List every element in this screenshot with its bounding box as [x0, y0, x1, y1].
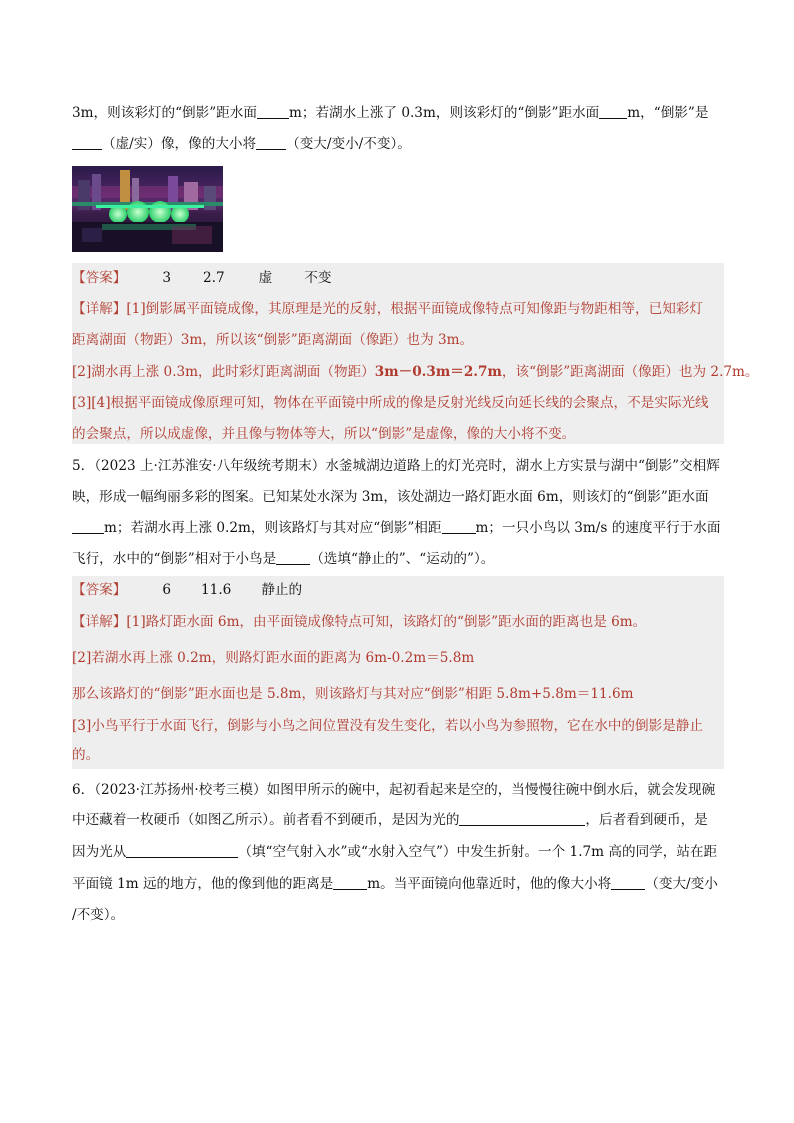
text: 距离湖面（物距）3m，所以该“倒影”距离湖面（像距）也为 3m。	[72, 332, 474, 348]
answer-blank	[442, 519, 476, 534]
q5-line-4	[72, 549, 494, 569]
text: （虚/实）像，像的大小将	[102, 136, 257, 152]
text: m；一只小鸟以 3m/s 的速度平行于水面	[475, 520, 721, 536]
detail-4-line-3	[72, 362, 759, 382]
text: [2]若湖水再上涨 0.2m，则路灯距水面的距离为 6m-0.2m＝5.8m	[72, 650, 475, 666]
answer-blank	[72, 519, 104, 534]
answer-blank	[257, 104, 289, 119]
bridge-night-photo	[72, 166, 223, 252]
q4-line-1	[72, 103, 708, 123]
q4-line-2	[72, 134, 411, 154]
detail-5-line-2	[72, 648, 474, 668]
answer-blank	[611, 875, 645, 890]
answer-5-line	[72, 580, 302, 600]
text: 中还藏着一枚硬币（如图乙所示）。前者看不到硬币，是因为光的	[72, 812, 460, 828]
answer-value: 静止的	[261, 582, 303, 598]
q6-line-1	[72, 780, 715, 800]
text: 因为光从	[72, 844, 127, 860]
text: [2]湖水再上涨 0.3m，此时彩灯距离湖面（物距）	[72, 364, 375, 380]
detail-5-line-1	[72, 612, 646, 632]
detail-5-line-5	[72, 745, 99, 765]
answer-blank	[276, 550, 310, 565]
text: /不变）。	[72, 907, 125, 923]
detail-5-line-4	[72, 716, 703, 736]
text: ，后者看到硬币，是	[585, 812, 708, 828]
detail-4-line-5	[72, 424, 575, 444]
answer-value: 虚	[258, 270, 273, 286]
answer-blank	[126, 843, 238, 858]
detail-label: 【详解】	[72, 614, 127, 630]
text: [1]倒影属平面镜成像，其原理是光的反射，根据平面镜成像特点可知像距与物距相等，已知彩灯	[126, 301, 703, 317]
text: 那么该路灯的“倒影”距水面也是 5.8m，则该路灯与其对应“倒影”相距 5.8m+5.8m＝11.6m	[72, 686, 634, 702]
text: m。当平面镜向他靠近时，他的像大小将	[367, 876, 612, 892]
bridge-photo-image	[72, 166, 223, 252]
equation: 3m－0.3m＝2.7m	[374, 364, 502, 380]
answer-label: 【答案】	[72, 270, 127, 286]
q6-line-5	[72, 905, 124, 925]
answer-value: 11.6	[201, 582, 232, 598]
answer-label: 【答案】	[72, 582, 127, 598]
text: 的。	[72, 747, 100, 763]
detail-label: 【详解】	[72, 301, 127, 317]
answer-blank	[459, 811, 585, 826]
q6-line-4	[72, 874, 718, 894]
text: 3m，则该彩灯的“倒影”距水面	[72, 105, 257, 121]
text: [1]路灯距水面 6m，由平面镜成像特点可知，该路灯的“倒影”距水面的距离也是 6m。	[126, 614, 647, 630]
text: ，该“倒影”距离湖面（像距）也为 2.7m。	[501, 364, 759, 380]
q5-line-1	[72, 456, 720, 476]
answer-value: 不变	[304, 270, 332, 286]
answer-4-line	[72, 268, 331, 288]
detail-5-line-3	[72, 684, 634, 704]
answer-value: 6	[162, 582, 172, 598]
answer-value: 2.7	[203, 270, 225, 286]
detail-4-line-1	[72, 299, 703, 319]
q6-line-3	[72, 842, 717, 862]
text: （变大/变小/不变）。	[286, 136, 411, 152]
q5-line-2	[72, 487, 709, 507]
q6-line-2	[72, 810, 708, 830]
text: m；若湖水再上涨 0.2m，则该路灯与其对应“倒影”相距	[104, 520, 442, 536]
text: （选填“静止的”、“运动的”）。	[310, 551, 495, 567]
answer-blank	[256, 135, 286, 150]
answer-blank	[599, 104, 627, 119]
text: 5．（2023 上·江苏淮安·八年级统考期末）水釜城湖边道路上的灯光亮时，湖水上方实景与湖中“倒影”交相辉	[72, 458, 720, 474]
q5-line-3	[72, 518, 720, 538]
answer-4-block	[72, 263, 724, 444]
answer-blank	[333, 875, 367, 890]
text: 飞行，水中的“倒影”相对于小鸟是	[72, 551, 277, 567]
text: （变大/变小	[645, 876, 718, 892]
text: 平面镜 1m 远的地方，他的像到他的距离是	[72, 876, 334, 892]
answer-5-block	[72, 576, 724, 769]
text: m；若湖水上涨了 0.3m，则该彩灯的“倒影”距水面	[288, 105, 600, 121]
answer-value: 3	[162, 270, 172, 286]
detail-4-line-4	[72, 393, 709, 413]
text: 的会聚点，所以成虚像，并且像与物体等大，所以“倒影”是虚像，像的大小将不变。	[72, 426, 576, 442]
text: [3][4]根据平面镜成像原理可知，物体在平面镜中所成的像是反射光线反向延长线的会聚点，不是实际光线	[72, 395, 709, 411]
text: （填“空气射入水”或“水射入空气”）中发生折射。一个 1.7m 高的同学，站在距	[238, 844, 718, 860]
text: m，“倒影”是	[627, 105, 709, 121]
detail-4-line-2	[72, 330, 473, 350]
text: 6．（2023·江苏扬州·校考三模）如图甲所示的碗中，起初看起来是空的，当慢慢往碗中倒水后，就会发现碗	[72, 782, 716, 798]
text: 映，形成一幅绚丽多彩的图案。已知某处水深为 3m，该处湖边一路灯距水面 6m，则该灯的“倒影”距水面	[72, 489, 709, 505]
text: [3]小鸟平行于水面飞行，倒影与小鸟之间位置没有发生变化，若以小鸟为参照物，它在水中的倒影是静止	[72, 718, 703, 734]
answer-blank	[72, 135, 102, 150]
